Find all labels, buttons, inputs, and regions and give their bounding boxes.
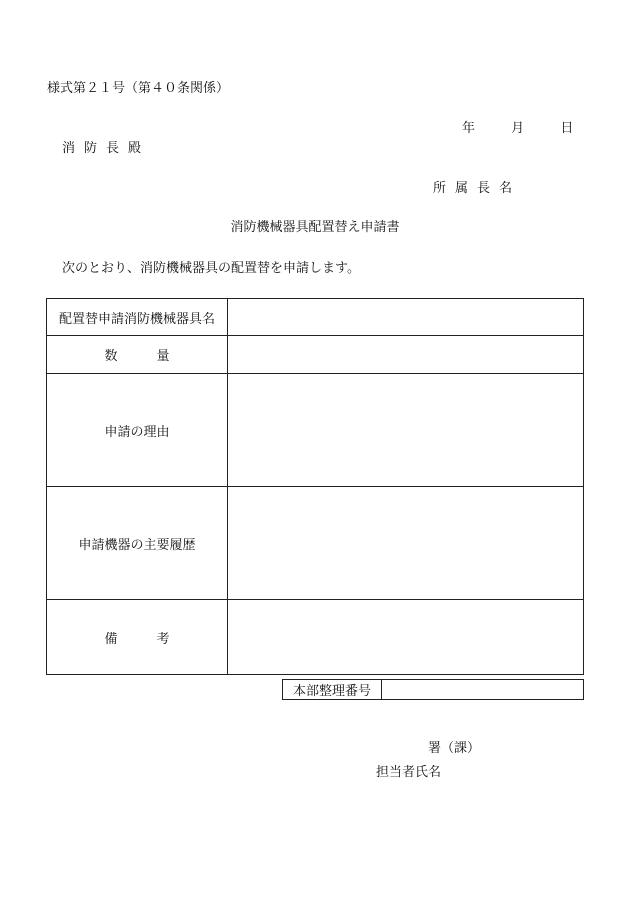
month-label: 月 xyxy=(511,121,525,136)
addressee: 消防長殿 xyxy=(62,141,151,156)
intro-text: 次のとおり、消防機械器具の配置替を申請します。 xyxy=(62,261,360,276)
equipment-name-field[interactable] xyxy=(228,299,584,336)
reference-number-table xyxy=(282,679,584,700)
reason-label: 申請の理由 xyxy=(47,374,228,487)
reason-field[interactable] xyxy=(228,374,584,487)
table-row xyxy=(47,374,584,487)
quantity-label: 数 量 xyxy=(47,336,228,374)
table-row xyxy=(47,600,584,675)
table-row xyxy=(47,487,584,600)
sender-name: 所属長名 xyxy=(433,181,522,196)
table-row xyxy=(47,299,584,336)
form-number: 様式第２１号（第４０条関係） xyxy=(47,81,230,96)
day-label: 日 xyxy=(560,121,574,136)
table-row xyxy=(283,680,584,700)
remarks-field[interactable] xyxy=(228,600,584,675)
remarks-label: 備 考 xyxy=(47,600,228,675)
quantity-field[interactable] xyxy=(228,336,584,374)
reference-number-label: 本部整理番号 xyxy=(283,680,382,700)
year-label: 年 xyxy=(462,121,476,136)
equipment-name-label: 配置替申請消防機械器具名 xyxy=(47,299,228,336)
application-table xyxy=(46,298,584,675)
station-label: 署（課） xyxy=(428,741,481,756)
person-in-charge-label: 担当者氏名 xyxy=(376,765,442,780)
date-line xyxy=(462,122,573,135)
reference-number-field[interactable] xyxy=(382,680,584,700)
history-field[interactable] xyxy=(228,487,584,600)
table-row xyxy=(47,336,584,374)
page-title: 消防機械器具配置替え申請書 xyxy=(230,220,400,235)
history-label: 申請機器の主要履歴 xyxy=(47,487,228,600)
